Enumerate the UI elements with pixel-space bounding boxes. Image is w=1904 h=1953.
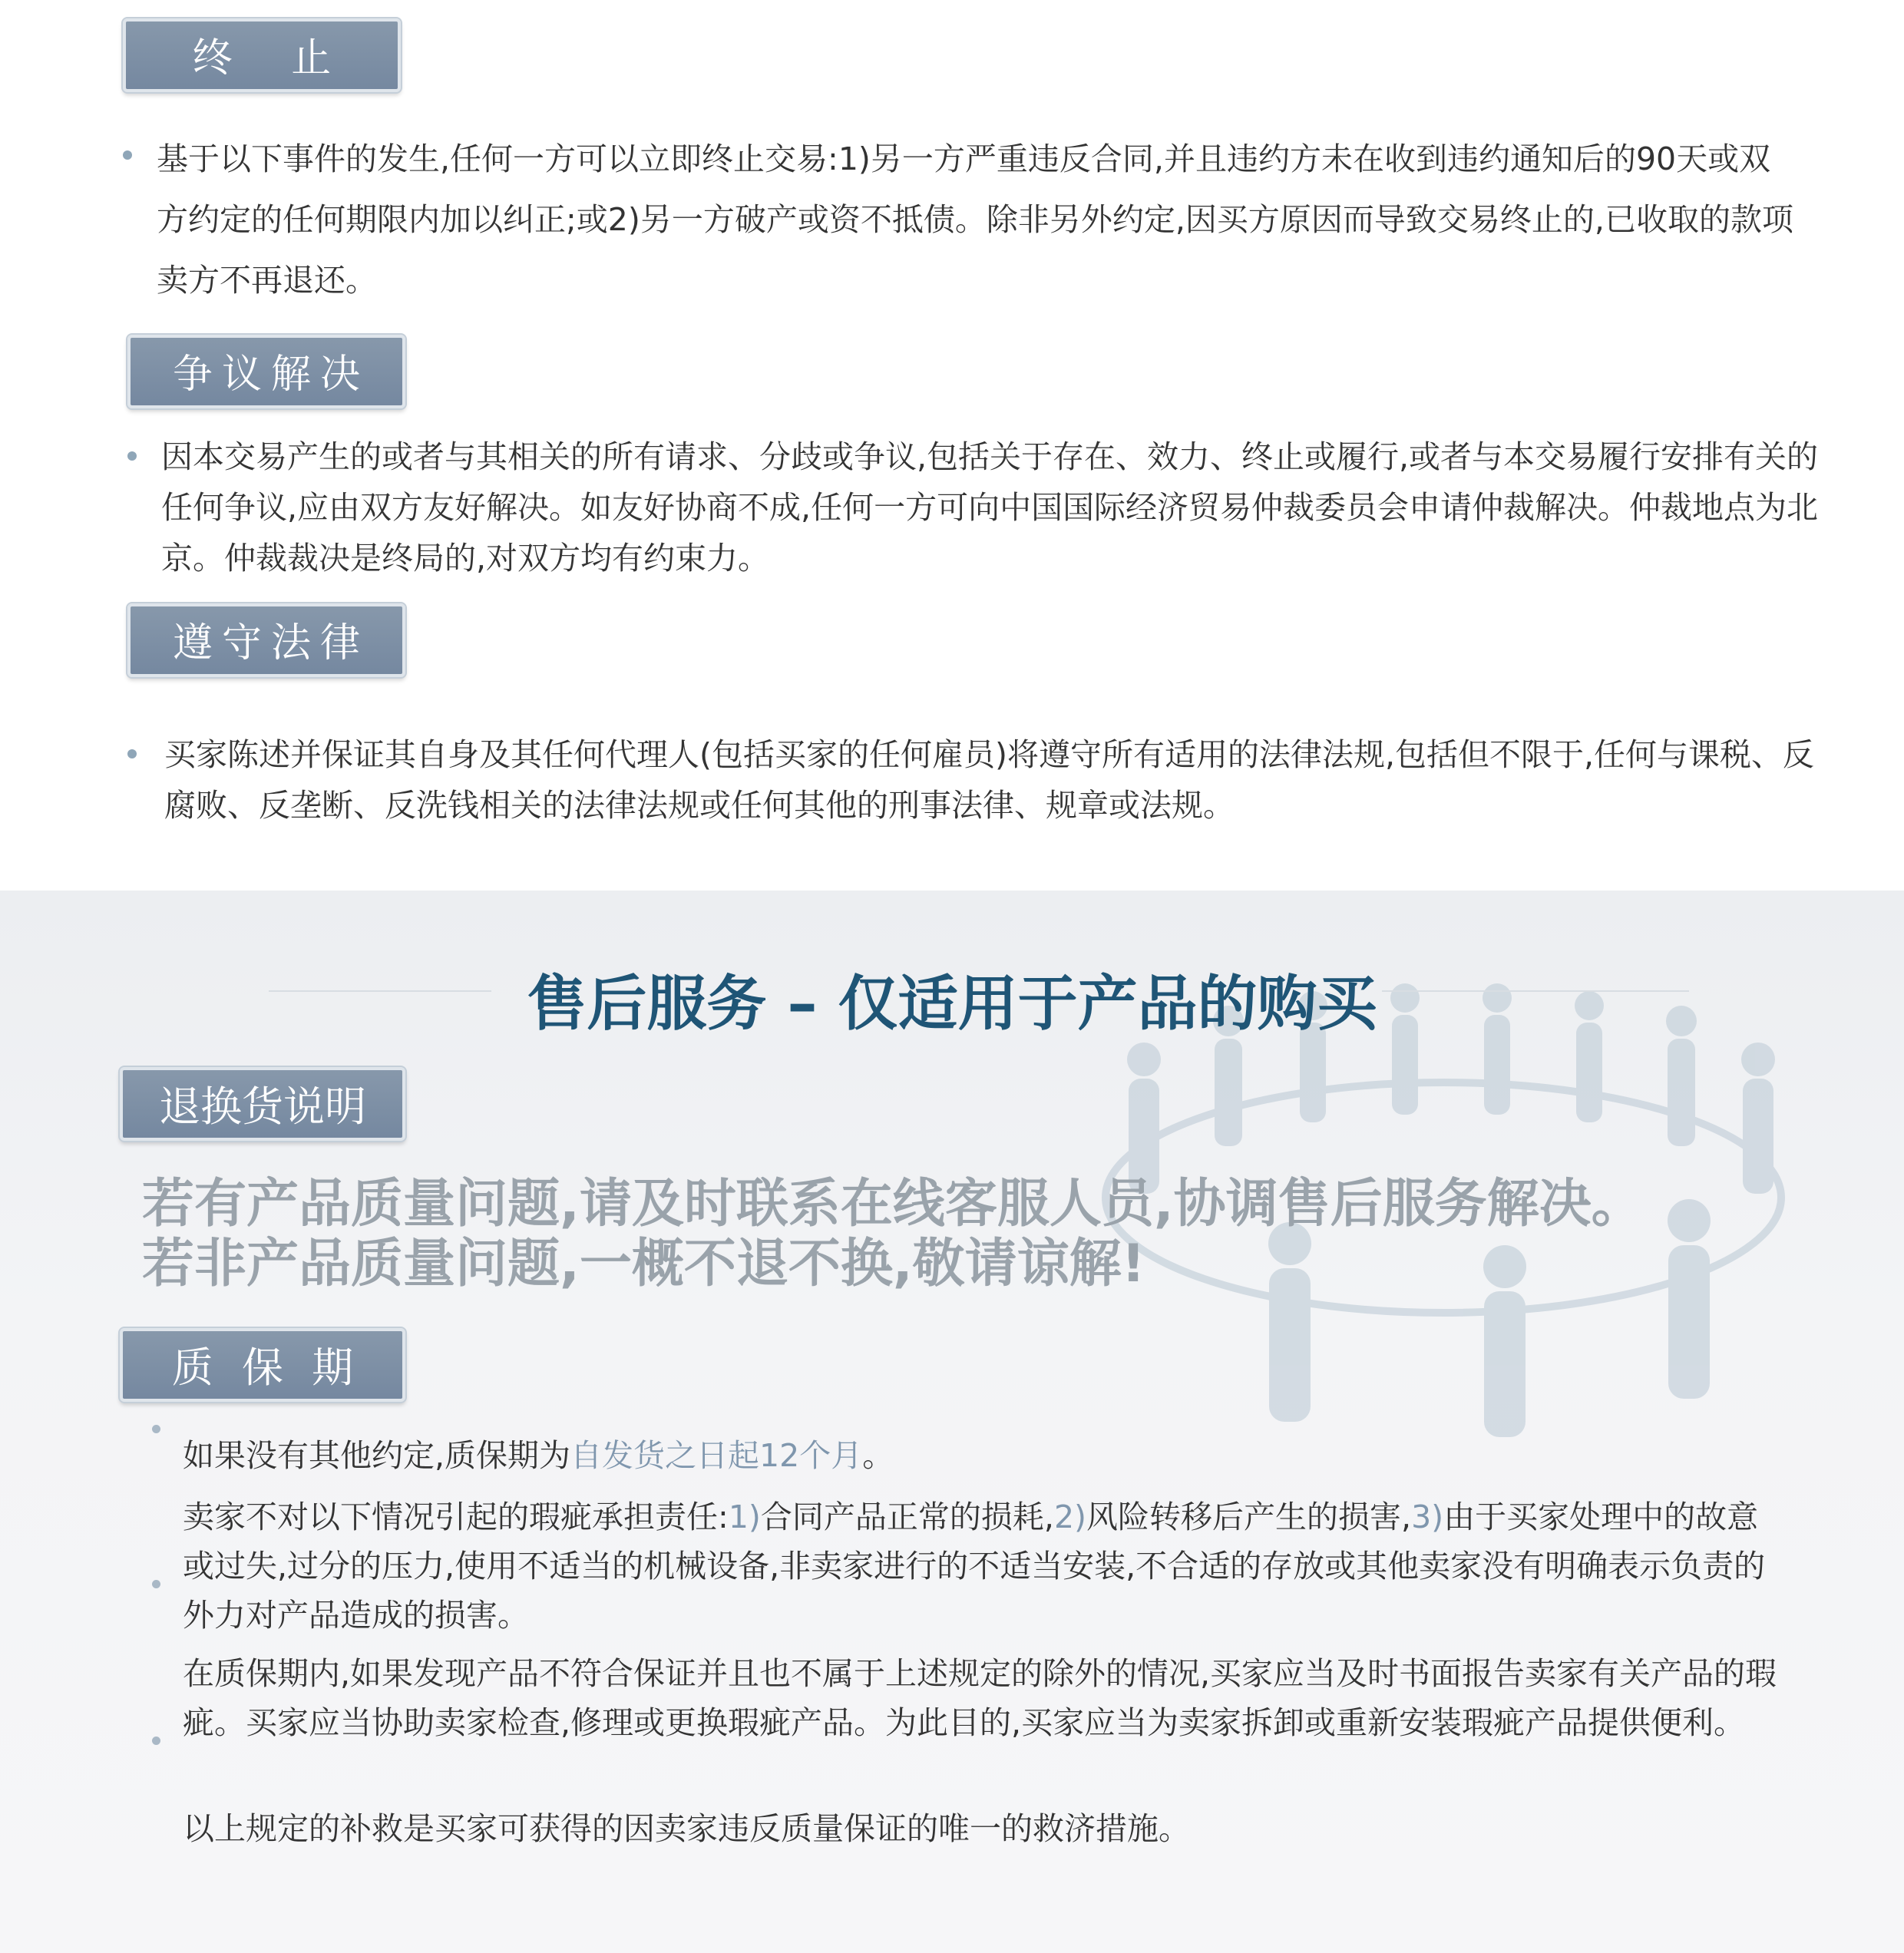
- warranty-item-2-b: 合同产品正常的损耗,: [760, 1499, 1054, 1535]
- warranty-bullet-2-icon: [152, 1580, 160, 1588]
- warranty-item-2: [183, 1492, 1780, 1640]
- returns-notice: [142, 1175, 1644, 1294]
- warranty-item-3: 在质保期内,如果发现产品不符合保证并且也不属于上述规定的除外的情况,买家应当及时书面报告卖家有关产品的瑕疵。买家应当协助卖家检查,修理或更换瑕疵产品。为此目的,买家应当为卖家拆卸或重新安装瑕疵产品提供便利。: [183, 1655, 1777, 1741]
- dispute-tag: 争议解决: [127, 335, 405, 408]
- warranty-item-1: [183, 1431, 1780, 1480]
- dispute-bullet-icon: [127, 451, 137, 461]
- warranty-period-highlight: 自发货之日起12个月: [570, 1437, 863, 1474]
- warranty-tag: 质 保 期: [120, 1328, 405, 1402]
- dispute-text: 因本交易产生的或者与其相关的所有请求、分歧或争议,包括关于存在、效力、终止或履行,或者与本交易履行安排有关的任何争议,应由双方友好解决。如友好协商不成,任何一方可向中国国际经济贸易仲裁委员会申请仲裁解决。仲裁地点为北京。仲裁裁决是终局的,对双方均有约束力。: [161, 438, 1819, 577]
- returns-notice-line2: 若非产品质量问题,一概不退不换,敬请谅解!: [142, 1234, 1145, 1294]
- law-bullet-icon: [127, 749, 137, 758]
- warranty-item-4: 以上规定的补救是买家可获得的因卖家违反质量保证的唯一的救济措施。: [183, 1810, 1190, 1847]
- warranty-bullet-3-icon: [152, 1737, 160, 1745]
- terms-section: [0, 0, 1904, 891]
- warranty-item-2-num2: 2): [1053, 1499, 1087, 1535]
- warranty-item-1-prefix: 如果没有其他约定,质保期为: [183, 1437, 571, 1474]
- returns-tag: 退换货说明: [120, 1067, 405, 1141]
- law-tag: 遵守法律: [127, 603, 405, 677]
- warranty-item-2-a: 卖家不对以下情况引起的瑕疵承担责任:: [183, 1499, 729, 1535]
- termination-text: 基于以下事件的发生,任何一方可以立即终止交易:1)另一方严重违反合同,并且违约方未在收到违约通知后的90天或双方约定的任何期限内加以纠正;或2)另一方破产或资不抵债。除非另外约定,因买方原因而导致交易终止的,已收取的款项卖方不再退还。: [157, 140, 1793, 299]
- termination-tag: 终 止: [123, 18, 401, 92]
- warranty-item-2-num3: 3): [1411, 1499, 1444, 1535]
- after-sales-title: 售后服务 – 仅适用于产品的购买: [527, 970, 1377, 1039]
- returns-notice-line1: 若有产品质量问题,请及时联系在线客服人员,协调售后服务解决。: [142, 1174, 1644, 1234]
- warranty-item-2-d: 由于买家处理中的故意或过失,过分的压力,使用不适当的机械设备,非卖家进行的不适当安装,不合适的存放或其他卖家没有明确表示负责的外力对产品造成的损害。: [183, 1499, 1766, 1634]
- warranty-item-2-c: 风险转移后产生的损害,: [1086, 1499, 1412, 1535]
- law-text: 买家陈述并保证其自身及其任何代理人(包括买家的任何雇员)将遵守所有适用的法律法规,包括但不限于,任何与课税、反腐败、反垄断、反洗钱相关的法律法规或任何其他的刑事法律、规章或法规。: [164, 736, 1815, 824]
- warranty-item-2-num1: 1): [728, 1499, 761, 1535]
- warranty-item-1-suffix: 。: [862, 1437, 894, 1474]
- termination-bullet-icon: [123, 150, 132, 160]
- warranty-bullet-1-icon: [152, 1425, 160, 1433]
